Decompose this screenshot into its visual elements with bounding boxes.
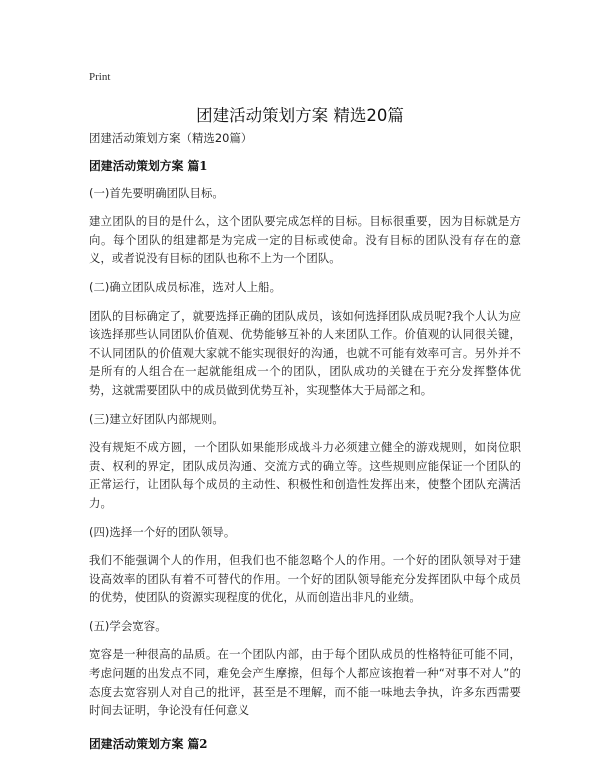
item-heading: (二)确立团队成员标准，选对人上船。	[89, 279, 282, 294]
item-body: 建立团队的目的是什么，这个团队要完成怎样的目标。目标很重要，因为目标就是方向。每个团队的组建都是为完成一定的目标或使命。没有目标的团队没有存在的意义，或者说没有目标的团队也称不上为一个团队。	[89, 214, 521, 266]
section-heading-1: 团建活动策划方案 篇1	[89, 158, 208, 173]
document-title: 团建活动策划方案 精选20篇	[196, 106, 404, 125]
item-heading: (四)选择一个好的团队领导。	[89, 524, 236, 539]
document-subtitle: 团建活动策划方案（精选20篇）	[89, 131, 253, 145]
item-body: 团队的目标确定了，就要选择正确的团队成员，该如何选择团队成员呢?我个人认为应该选择那些认同团队价值观、优势能够互补的人来团队工作。价值观的认同很关键，不认同团队的价值观大家就不能实现很好的沟通，也就不可能有效率可言。另外并不是所有的人组合在一起就能组成一个的团队，团队成功的关键在于充分发挥整体优势，这就需要团队中的成员做到优势互补，实现整体大于局部之和。	[89, 308, 521, 397]
item-heading: (三)建立好团队内部规则。	[89, 411, 224, 426]
item-heading: (一)首先要明确团队目标。	[89, 185, 224, 200]
item-heading: (五)学会宽容。	[89, 618, 167, 633]
print-label: Print	[89, 71, 111, 83]
item-body: 宽容是一种很高的品质。在一个团队内部，由于每个团队成员的性格特征可能不同，考虑问题的出发点不同，难免会产生摩擦，但每个人都应该抱着一种“对事不对人”的态度去宽容别人对自己的批评，甚至是不理解，而不能一味地去争执，许多东西需要时间去证明，争论没有任何意义	[89, 647, 521, 718]
section-heading-2: 团建活动策划方案 篇2	[89, 736, 208, 751]
document-body	[89, 129, 521, 762]
item-body: 我们不能强调个人的作用，但我们也不能忽略个人的作用。一个好的团队领导对于建设高效率的团队有着不可替代的作用。一个好的团队领导能充分发挥团队中每个成员的优势，使团队的资源实现程度的优化，从而创造出非凡的业绩。	[89, 553, 521, 605]
item-body: 没有规矩不成方圆，一个团队如果能形成战斗力必须建立健全的游戏规则，如岗位职责、权利的界定，团队成员沟通、交流方式的确立等。这些规则应能保证一个团队的正常运行，让团队每个成员的主动性、积极性和创造性发挥出来，使整个团队充满活力。	[89, 440, 521, 510]
